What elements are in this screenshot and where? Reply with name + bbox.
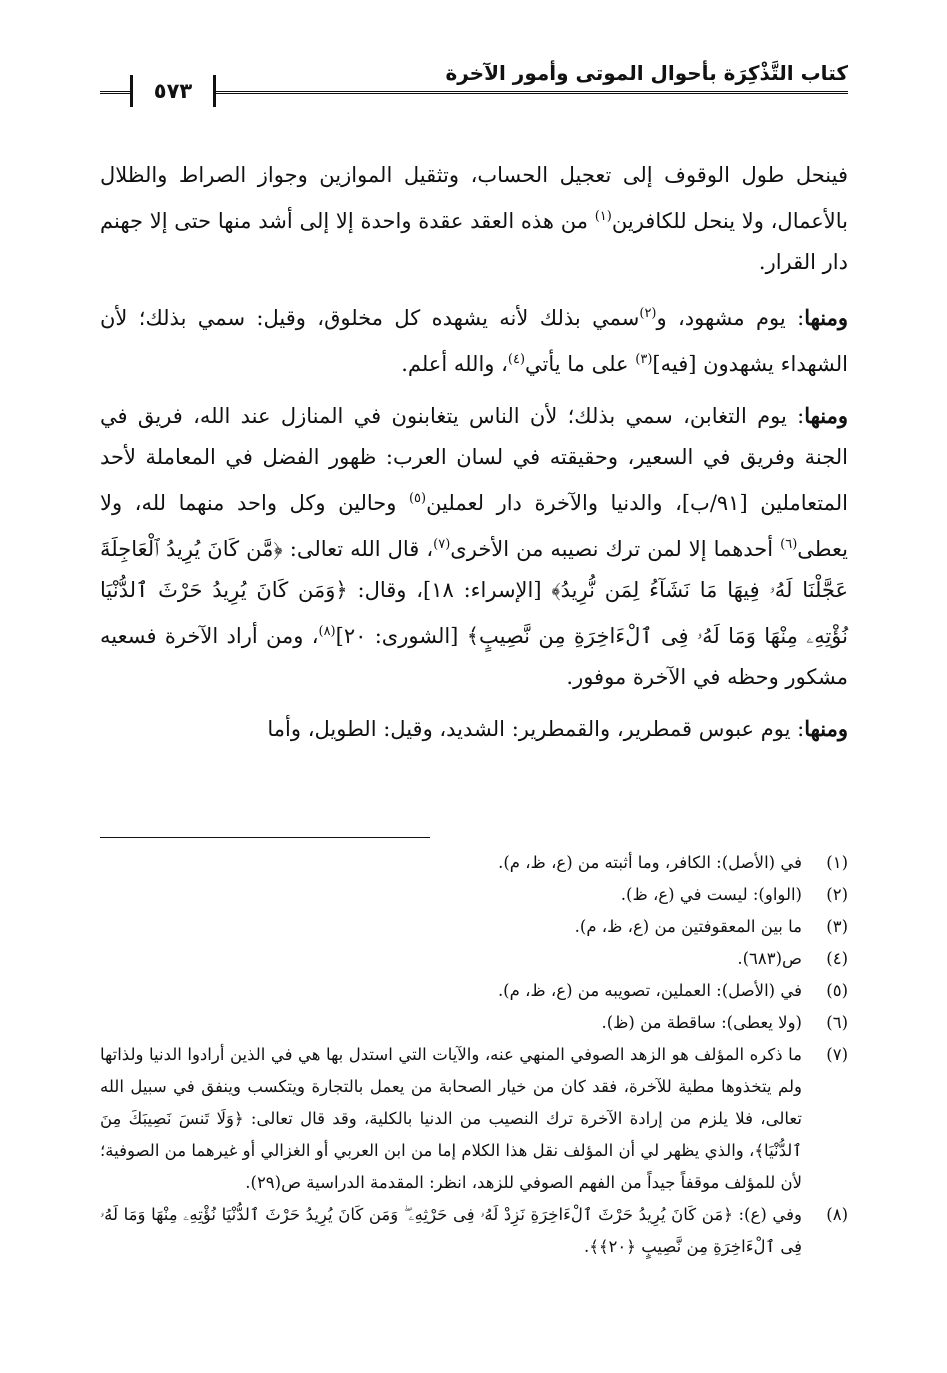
footnote-text: (ولا يعطى): ساقطة من (ظ). xyxy=(601,1013,802,1032)
p3-g: ، ومن أراد الآخرة فسعيه مشكور وحظه في الآخرة موفور. xyxy=(100,624,848,689)
footnote-number: (٢) xyxy=(826,885,848,904)
paragraph-3 xyxy=(100,395,848,698)
p3-b: وحالين وكل واحد منهما لله، ولا يعطى xyxy=(100,491,849,561)
footnote xyxy=(100,847,848,879)
p1-text: فينحل طول الوقوف إلى تعجيل الحساب، وتثقيل الموازين وجواز الصراط والظلال بالأعمال، ولا ينحل للكافرين xyxy=(100,163,848,233)
footnote-text: (الواو): ليست في (ع، ظ). xyxy=(620,885,802,904)
footnote-ref-7[interactable]: (٧) xyxy=(433,537,451,552)
footnotes xyxy=(100,847,848,1263)
p4-a: : يوم عبوس قمطرير، والقمطرير: الشديد، وقيل: الطويل، وأما xyxy=(267,717,805,741)
p4-label: ومنها xyxy=(804,716,848,741)
footnote-separator xyxy=(100,837,430,838)
footnote-ref-5[interactable]: (٥) xyxy=(408,491,427,506)
p2-a: : يوم مشهود، و xyxy=(656,306,805,330)
footnote-number: (٥) xyxy=(826,981,848,1000)
paragraph-2 xyxy=(100,293,848,385)
paragraph-1 xyxy=(100,155,848,283)
footnote-number: (١) xyxy=(826,853,848,872)
p3-label: ومنها xyxy=(804,403,848,428)
footnote-ref-2[interactable]: (٢) xyxy=(639,306,657,321)
footnote-text: في (الأصل): العملين، تصويبه من (ع، ظ، م). xyxy=(497,981,802,1000)
p3-c: أحدهما إلا لمن ترك نصيبه من الأخرى xyxy=(450,537,781,561)
footnote xyxy=(100,975,848,1007)
main-text xyxy=(100,155,848,760)
p3-d: ، قال الله تعالى: xyxy=(282,537,434,561)
quran-verse-1: ﴿مَّن كَانَ يُرِيدُ ٱلْعَاجِلَةَ عَجَّلْنَا لَهُۥ فِيهَا مَا نَشَآءُ لِمَن نُّرِيدُ﴾ xyxy=(100,537,848,602)
footnote xyxy=(100,1199,848,1263)
paragraph-4 xyxy=(100,708,848,750)
footnote xyxy=(100,911,848,943)
footnote-number: (٦) xyxy=(826,1013,848,1032)
p2-label: ومنها xyxy=(804,305,849,330)
running-title: كتاب التَّذْكِرَة بأحوال الموتى وأمور الآخرة xyxy=(445,61,848,85)
p3-f: [الشورى: ٢٠] xyxy=(335,624,467,648)
p2-c: على ما يأتي xyxy=(525,352,636,376)
p2-d: ، والله أعلم. xyxy=(401,352,508,376)
footnote-number: (٣) xyxy=(826,917,848,936)
p2-b: سمي بذلك لأنه يشهده كل مخلوق، وقيل: سمي بذلك؛ لأن الشهداء يشهدون [فيه] xyxy=(100,306,848,376)
quran-verse-2: ﴿وَمَن كَانَ يُرِيدُ حَرْثَ ٱلدُّنْيَا نُؤْتِهِۦ مِنْهَا وَمَا لَهُۥ فِى ٱلْءَاخِرَةِ مِن نَّصِيبٍ﴾ xyxy=(100,578,849,648)
footnote-ref-4[interactable]: (٤) xyxy=(507,352,526,367)
p3-e: [الإسراء: ١٨]، وقال: xyxy=(347,578,552,602)
page-header xyxy=(100,55,848,103)
footnote-text: ما بين المعقوفتين من (ع، ظ، م). xyxy=(574,917,802,936)
book-page xyxy=(100,55,848,103)
footnote-ref-6[interactable]: (٦) xyxy=(780,537,798,552)
footnote-ref-1[interactable]: (١) xyxy=(594,209,612,224)
footnote-text: ما ذكره المؤلف هو الزهد الصوفي المنهي عنه، والآيات التي استدل بها هي في الذين أرادوا الدنيا ولذاتها ولم يتخذوها مطية للآخرة، فقد كان من خيار الصحابة من يعمل بالتجارة ويتكسب وينفق في سبيل الله تعالى، فلا يلزم من إرادة الآخرة ترك النصيب من الدنيا بالكلية، وقد قال تعالى: ﴿وَلَا تَنسَ نَصِيبَكَ مِنَ ٱلدُّنْيَا﴾، والذي يظهر لي أن المؤلف نقل هذا الكلام إما من ابن العربي أو الغزالي أو غيرهما من الصوفية؛ لأن للمؤلف موقفاً جيداً من الفهم الصوفي للزهد، انظر: المقدمة الدراسية ص(٢٩). xyxy=(100,1045,802,1192)
footnote-text: وفي (ع): ﴿مَن كَانَ يُرِيدُ حَرْثَ ٱلْءَاخِرَةِ نَزِدْ لَهُۥ فِى حَرْثِهِۦ ۖ وَمَن كَانَ يُرِيدُ حَرْثَ ٱلدُّنْيَا نُؤْتِهِۦ مِنْهَا وَمَا لَهُۥ فِى ٱلْءَاخِرَةِ مِن نَّصِيبٍ ﴿٢٠﴾﴾. xyxy=(100,1205,802,1256)
footnote xyxy=(100,943,848,975)
page-number: ٥٧٣ xyxy=(130,75,216,107)
footnote xyxy=(100,1007,848,1039)
footnote-ref-3[interactable]: (٣) xyxy=(635,352,653,367)
p1-cont: من هذه العقد عقدة واحدة إلا إلى أشد منها حتى إلا جهنم دار القرار. xyxy=(100,209,848,274)
footnote-text: ص(٦٨٣). xyxy=(737,949,802,968)
footnote-number: (٨) xyxy=(826,1205,848,1224)
footnote-ref-8[interactable]: (٨) xyxy=(318,624,336,639)
p3-a: : يوم التغابن، سمي بذلك؛ لأن الناس يتغابنون في المنازل عند الله، فريق في الجنة وفريق في السعير، وحقيقته في لسان العرب: ظهور الفضل في المعاملة لأحد المتعاملين [٩١/ب]، والدنيا والآخرة دار لعملين xyxy=(100,404,848,515)
footnote-number: (٧) xyxy=(826,1045,848,1064)
footnote-text: في (الأصل): الكافر، وما أثبته من (ع، ظ، م). xyxy=(498,853,802,872)
footnote-number: (٤) xyxy=(826,949,848,968)
footnote xyxy=(100,879,848,911)
footnote xyxy=(100,1039,848,1199)
